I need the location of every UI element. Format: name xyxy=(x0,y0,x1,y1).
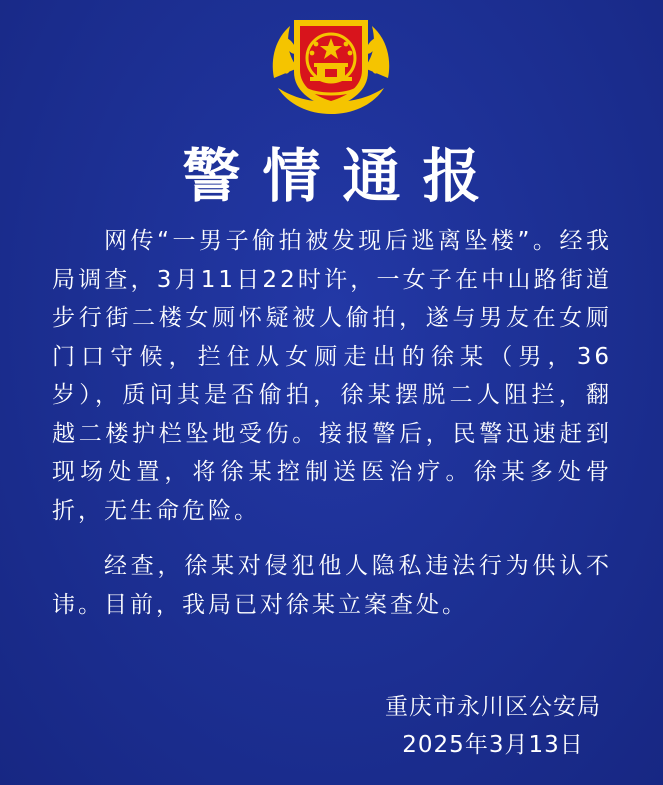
notice-body xyxy=(52,222,612,624)
police-emblem-icon xyxy=(264,8,398,120)
notice-title: 警情通报 xyxy=(182,142,503,210)
issue-date: 2025年3月13日 xyxy=(402,732,584,758)
notice-paragraph: 网传“一男子偷拍被发现后逃离坠楼”。经我局调查，3月11日22时许，一女子在中山路街道步行街二楼女厕怀疑被人偷拍，遂与男友在女厕门口守候，拦住从女厕走出的徐某（男，36岁），质问其是否偷拍，徐某摆脱二人阻拦，翻越二楼护栏坠地受伤。接报警后，民警迅速赶到现场处置，将徐某控制送医治疗。徐某多处骨折，无生命危险。 xyxy=(52,228,612,524)
notice-signature xyxy=(385,688,601,764)
issuer-name: 重庆市永川区公安局 xyxy=(385,694,601,720)
notice-paragraph: 经查，徐某对侵犯他人隐私违法行为供认不讳。目前，我局已对徐某立案查处。 xyxy=(52,553,612,618)
